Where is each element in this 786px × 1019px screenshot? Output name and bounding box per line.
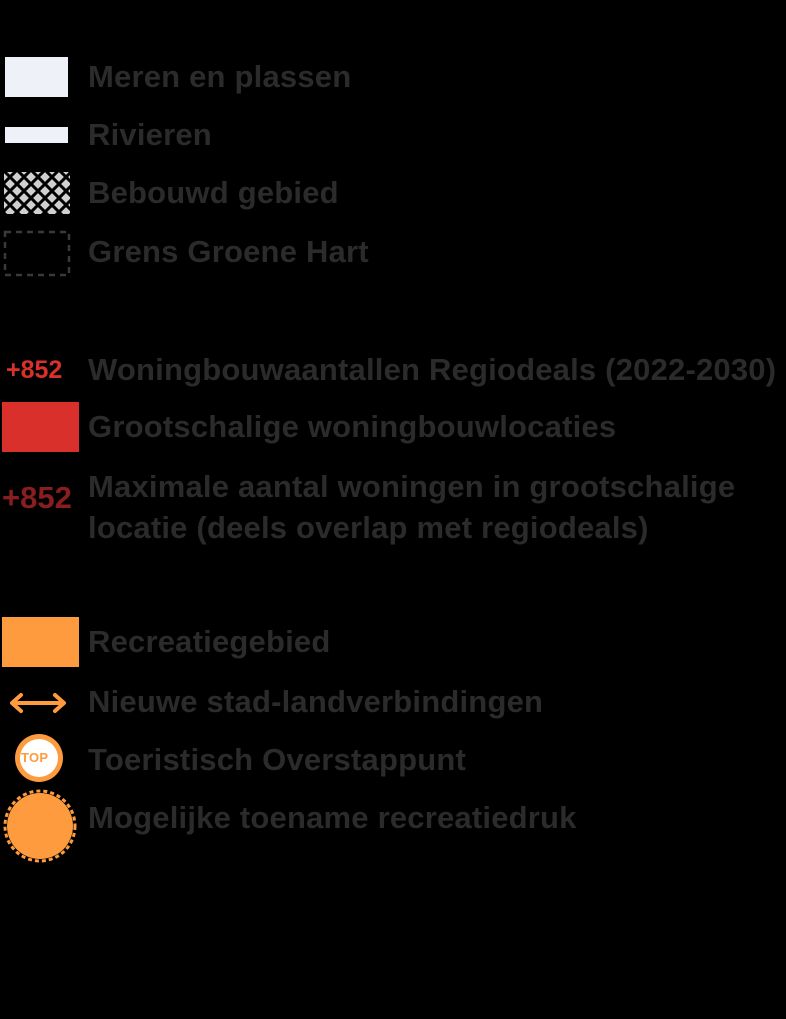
built-area-label: Bebouwd gebied	[88, 175, 339, 210]
large-scale-red-swatch	[2, 402, 79, 452]
legend-item-max-homes	[0, 466, 786, 548]
max-homes-value: +852	[2, 480, 72, 515]
river-swatch	[5, 127, 68, 143]
large-scale-label: Grootschalige woningbouwlocaties	[88, 409, 617, 444]
top-badge-text: TOP	[21, 750, 49, 765]
lake-swatch	[5, 57, 68, 97]
legend-item-recreation-area	[0, 617, 786, 667]
regiodeals-value: +852	[6, 356, 63, 384]
max-homes-label: Maximale aantal woningen in grootschalige locatie (deels overlap met regiodeals)	[88, 469, 736, 545]
double-arrow-icon	[6, 682, 78, 722]
legend-item-recreation-pressure	[0, 788, 786, 864]
border-label: Grens Groene Hart	[88, 234, 369, 269]
legend-item-large-scale	[0, 402, 786, 452]
legend-item-regiodeals	[0, 350, 786, 390]
connections-label: Nieuwe stad-landverbindingen	[88, 684, 544, 719]
recreation-orange-swatch	[2, 617, 79, 667]
legend-item-rivers	[0, 115, 786, 155]
rivers-label: Rivieren	[88, 117, 212, 152]
recreation-pressure-label: Mogelijke toename recreatiedruk	[88, 800, 577, 835]
border-dashed-swatch	[3, 230, 75, 278]
top-label: Toeristisch Overstappunt	[88, 742, 467, 777]
regiodeals-label: Woningbouwaantallen Regiodeals (2022-2030)	[88, 352, 777, 387]
legend-item-top	[0, 732, 786, 784]
legend-item-lakes	[0, 57, 786, 97]
legend-item-connections	[0, 682, 786, 722]
legend-item-built-area	[0, 170, 786, 216]
legend-item-border	[0, 230, 786, 278]
recreation-area-label: Recreatiegebied	[88, 624, 331, 659]
recreation-pressure-icon	[0, 788, 82, 864]
built-area-hatch-swatch	[3, 170, 75, 216]
lakes-label: Meren en plassen	[88, 59, 352, 94]
